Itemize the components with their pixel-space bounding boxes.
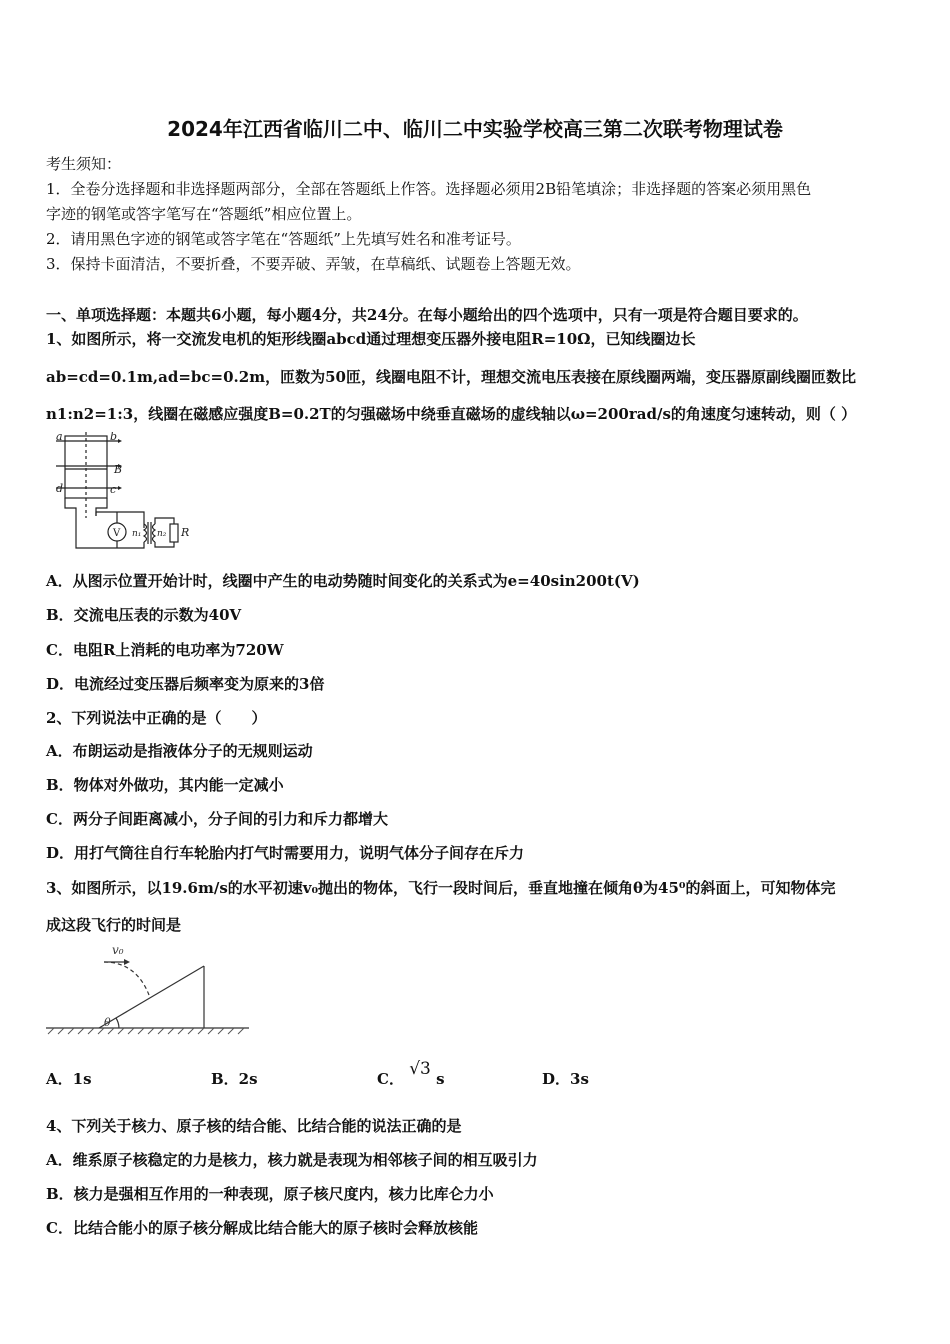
page-title: 2024年江西省临川二中、临川二中实验学校高三第二次联考物理试卷 bbox=[167, 117, 783, 141]
fig-label-b: b bbox=[110, 432, 118, 443]
q3-incline-figure bbox=[44, 940, 254, 1036]
notice-item-2: 2．请用黑色字迹的钢笔或答字笔在“答题纸”上先填写姓名和准考证号。 bbox=[46, 230, 521, 248]
q1-option-c: C．电阻R上消耗的电功率为720W bbox=[46, 641, 284, 659]
q4-option-b: B．核力是强相互作用的一种表现，原子核尺度内，核力比库仑力小 bbox=[46, 1185, 494, 1203]
q1-stem-line2: ab=cd=0.1m,ad=bc=0.2m，匝数为50匝，线圈电阻不计，理想交流电压表接在原线圈两端，变压器原副线圈匝数比 bbox=[46, 368, 856, 386]
q1-option-b: B．交流电压表的示数为40V bbox=[46, 606, 242, 624]
q3-option-d: D．3s bbox=[542, 1070, 589, 1088]
q4-option-a: A．维系原子核稳定的力是核力，核力就是表现为相邻核子间的相互吸引力 bbox=[46, 1151, 538, 1169]
q3-stem-line1: 3、如图所示，以19.6m/s的水平初速v₀抛出的物体，飞行一段时间后，垂直地撞在倾角θ为45⁰的斜面上，可知物体完 bbox=[46, 879, 836, 897]
notice-item-3: 3．保持卡面清洁，不要折叠，不要弄破、弄皱，在草稿纸、试题卷上答题无效。 bbox=[46, 255, 581, 273]
q2-option-a: A．布朗运动是指液体分子的无规则运动 bbox=[46, 742, 313, 760]
fig-label-d: d bbox=[56, 482, 64, 495]
fig-label-c: c bbox=[110, 483, 117, 496]
q1-stem-line3: n1:n2=1:3，线圈在磁感应强度B=0.2T的匀强磁场中绕垂直磁场的虚线轴以ω=200rad/s的角速度匀速转动，则（ ） bbox=[46, 405, 857, 423]
q4-option-c: C．比结合能小的原子核分解成比结合能大的原子核时会释放核能 bbox=[46, 1219, 478, 1237]
q1-option-a: A．从图示位置开始计时，线圈中产生的电动势随时间变化的关系式为e=40sin200t(V) bbox=[46, 572, 640, 590]
q2-option-d: D．用打气筒往自行车轮胎内打气时需要用力，说明气体分子间存在斥力 bbox=[46, 844, 525, 862]
fig-label-n1: n₁ bbox=[132, 529, 142, 539]
q3-option-a: A．1s bbox=[46, 1070, 92, 1088]
q1-option-d: D．电流经过变压器后频率变为原来的3倍 bbox=[46, 675, 325, 693]
q3-option-b: B．2s bbox=[211, 1070, 258, 1088]
fig-label-a: a bbox=[56, 432, 63, 443]
section-heading: 一、单项选择题：本题共6小题，每小题4分，共24分。在每小题给出的四个选项中，只有一项是符合题目要求的。 bbox=[46, 306, 808, 324]
fig-label-v0: v₀ bbox=[112, 943, 124, 957]
fig-label-R: R bbox=[181, 526, 190, 539]
q2-option-b: B．物体对外做功，其内能一定减小 bbox=[46, 776, 284, 794]
notice-heading: 考生须知： bbox=[46, 155, 122, 173]
fig-label-n2: n₂ bbox=[157, 529, 167, 539]
q3-option-c-prefix: C． bbox=[377, 1070, 404, 1088]
q2-stem: 2、下列说法中正确的是（ ） bbox=[46, 709, 267, 727]
q4-stem: 4、下列关于核力、原子核的结合能、比结合能的说法正确的是 bbox=[46, 1117, 462, 1135]
q1-circuit-figure bbox=[48, 432, 198, 554]
sqrt3-radical: √3 bbox=[409, 1059, 431, 1079]
q2-option-c: C．两分子间距离减小，分子间的引力和斥力都增大 bbox=[46, 810, 388, 828]
q3-option-c bbox=[377, 1059, 445, 1089]
q3-stem-line2: 成这段飞行的时间是 bbox=[46, 916, 182, 934]
q3-option-c-unit: s bbox=[436, 1070, 445, 1088]
fig-label-B: B bbox=[114, 463, 123, 476]
notice-item-1: 1．全卷分选择题和非选择题两部分，全部在答题纸上作答。选择题必须用2B铅笔填涂；非选择题的答案必须用黑色 bbox=[46, 180, 812, 198]
notice-item-1-cont: 字迹的钢笔或答字笔写在“答题纸”相应位置上。 bbox=[46, 205, 362, 223]
fig-label-theta: θ bbox=[104, 1016, 111, 1029]
q1-stem-line1: 1、如图所示，将一交流发电机的矩形线圈abcd通过理想变压器外接电阻R=10Ω，已知线圈边长 bbox=[46, 330, 696, 348]
fig-label-V: V bbox=[113, 528, 121, 539]
